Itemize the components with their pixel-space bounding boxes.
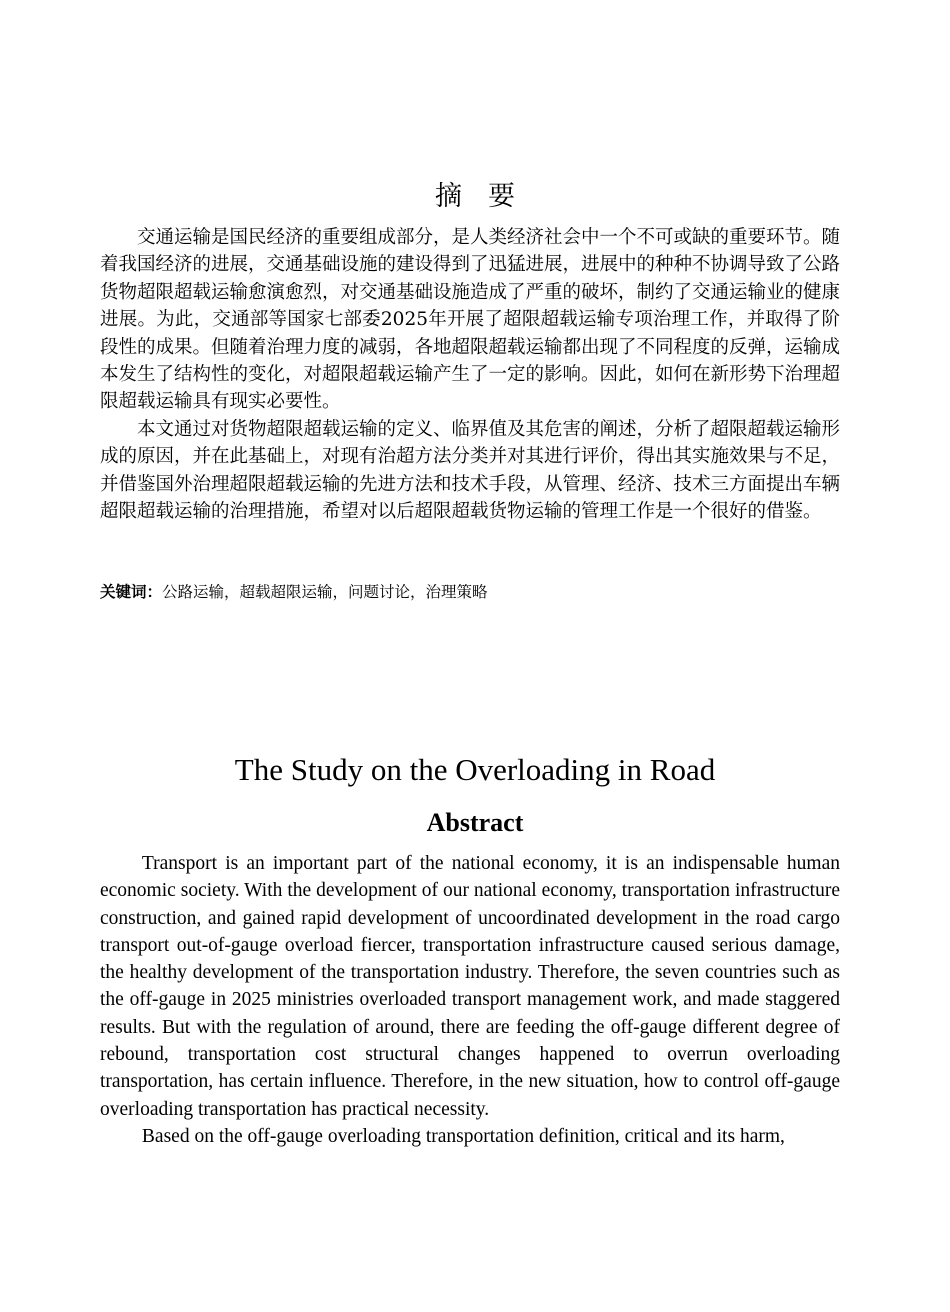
en-abstract-heading: Abstract (426, 808, 524, 837)
keywords-text: 公路运输，超载超限运输，问题讨论，治理策略 (162, 583, 488, 601)
en-paragraph-2: Based on the off-gauge overloading transportation definition, critical and its harm, (141, 1125, 785, 1147)
cn-paragraph-1: 交通运输是国民经济的重要组成部分，是人类经济社会中一个不可或缺的重要环节。随着我国经济的进展，交通基础设施的建设得到了迅猛进展，进展中的种种不协调导致了公路货物超限超载运输愈演愈烈，对交通基础设施造成了严重的破坏，制约了交通运输业的健康进展。为此，交通部等国家七部委2025年开展了超限超载运输专项治理工作，并取得了阶段性的成果。但随着治理力度的减弱，各地超限超载运输都出现了不同程度的反弹，运输成本发生了结构性的变化，对超限超载运输产生了一定的影响。因此，如何在新形势下治理超限超载运输具有现实必要性。 (100, 227, 841, 413)
en-paragraph-1: Transport is an important part of the national economy, it is an indispensable human economic society. With the development of our national economy, transportation infrastructure construction, and gained rapid development of uncoordinated development in the road cargo transport out-of-gauge overload fiercer, transportation infrastructure caused serious damage, the healthy development of the transportation industry. Therefore, the seven countries such as the off-gauge in 2025 ministries overloaded transport management work, and made staggered results. But with the regulation of around, there are feeding the off-gauge different degree of rebound, transportation cost structural changes happened to overrun overloading transportation, has certain influence. Therefore, in the new situation, how to control off-gauge overloading transportation has practical necessity. (100, 853, 840, 1120)
cn-keywords (100, 580, 860, 604)
en-abstract-body (100, 850, 840, 1150)
cn-paragraph-2: 本文通过对货物超限超载运输的定义、临界值及其危害的阐述，分析了超限超载运输形成的原因，并在此基础上，对现有治超方法分类并对其进行评价，得出其实施效果与不足，并借鉴国外治理超限超载运输的先进方法和技术手段，从管理、经济、技术三方面提出车辆超限超载运输的治理措施，希望对以后超限超载货物运输的管理工作是一个很好的借鉴。 (100, 418, 841, 523)
keywords-label: 关键词： (100, 583, 163, 601)
en-paper-title: The Study on the Overloading in Road (234, 752, 716, 787)
cn-abstract-body (100, 224, 840, 525)
cn-abstract-title: 摘要 (435, 181, 541, 212)
